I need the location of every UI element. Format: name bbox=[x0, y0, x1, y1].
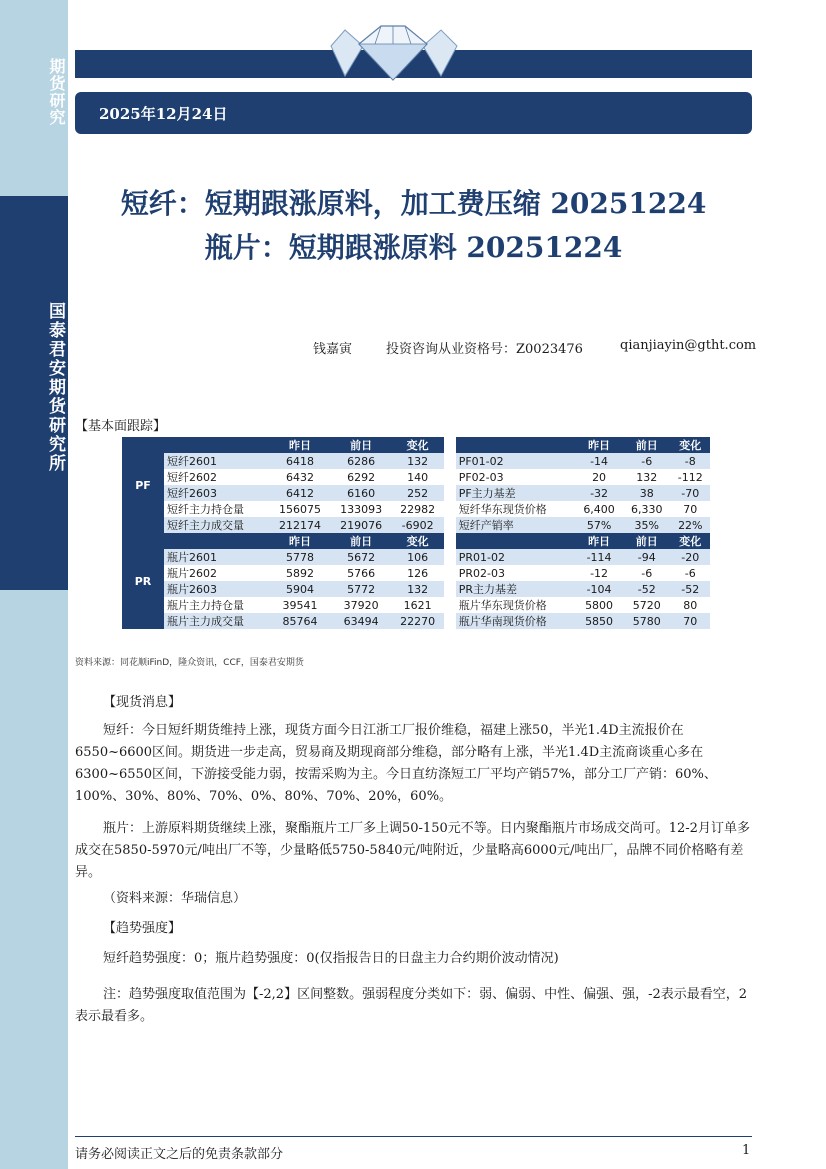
table-row bbox=[122, 485, 710, 501]
table-separator bbox=[444, 517, 456, 533]
table-header-cell: 前日 bbox=[623, 533, 671, 549]
table-cell: 22270 bbox=[392, 613, 444, 629]
table-cell: 6418 bbox=[270, 453, 331, 469]
table-cell: -52 bbox=[671, 581, 710, 597]
table-cell: 6432 bbox=[270, 469, 331, 485]
table-separator bbox=[444, 565, 456, 581]
author-email: qianjiayin@gtht.com bbox=[620, 338, 757, 353]
table-cell: 瓶片华东现货价格 bbox=[456, 597, 576, 613]
table-cell: 5778 bbox=[270, 549, 331, 565]
table-cell: 57% bbox=[575, 517, 623, 533]
table-cell: -104 bbox=[575, 581, 623, 597]
table-separator bbox=[444, 469, 456, 485]
table-separator bbox=[444, 597, 456, 613]
table-header-cell: 前日 bbox=[623, 437, 671, 453]
table-header-cell: 昨日 bbox=[575, 533, 623, 549]
table-cell: 瓶片2602 bbox=[164, 565, 270, 581]
table-cell: 6160 bbox=[331, 485, 392, 501]
table-cell: 252 bbox=[392, 485, 444, 501]
table-cell: PR主力基差 bbox=[456, 581, 576, 597]
table-separator bbox=[444, 485, 456, 501]
table-cell: 6412 bbox=[270, 485, 331, 501]
table-cell: PR01-02 bbox=[456, 549, 576, 565]
table-header-row bbox=[122, 437, 710, 453]
table-cell: 126 bbox=[392, 565, 444, 581]
author-qualification: 投资咨询从业资格号：Z0023476 bbox=[386, 342, 583, 357]
table-header-cell: 变化 bbox=[671, 437, 710, 453]
table-header-cell: 前日 bbox=[331, 533, 392, 549]
table-cell: 瓶片主力持仓量 bbox=[164, 597, 270, 613]
date-banner bbox=[75, 92, 752, 134]
table-row bbox=[122, 453, 710, 469]
table-cell: 6292 bbox=[331, 469, 392, 485]
news-pr-paragraph: 瓶片：上游原料期货继续上涨，聚酯瓶片工厂多上调50-150元不等。日内聚酯瓶片市场成交尚可。12-2月订单多成交在5850-5970元/吨出厂不等，少量略低5750-5840元/吨附近，少量略高6000元/吨出厂，品牌不同价格略有差异。 bbox=[75, 821, 750, 880]
table-cell: 5772 bbox=[331, 581, 392, 597]
table-cell: 35% bbox=[623, 517, 671, 533]
table-source: 资料来源：同花顺iFinD，隆众资讯，CCF，国泰君安期货 bbox=[75, 658, 304, 668]
table-cell: -14 bbox=[575, 453, 623, 469]
table-header-cell bbox=[164, 437, 270, 453]
table-cell: 瓶片主力成交量 bbox=[164, 613, 270, 629]
table-cell: -112 bbox=[671, 469, 710, 485]
sidebar-bottom-band bbox=[0, 590, 68, 1169]
table-cell: 70 bbox=[671, 613, 710, 629]
sidebar bbox=[0, 0, 68, 1169]
table-header-cell: 变化 bbox=[671, 533, 710, 549]
table-cell: 6286 bbox=[331, 453, 392, 469]
table-cell: 22982 bbox=[392, 501, 444, 517]
table-cell: 133093 bbox=[331, 501, 392, 517]
table-cell: PF主力基差 bbox=[456, 485, 576, 501]
table-cell: 5766 bbox=[331, 565, 392, 581]
table-cell: 80 bbox=[671, 597, 710, 613]
table-cell: 63494 bbox=[331, 613, 392, 629]
table-header-cell: 昨日 bbox=[270, 533, 331, 549]
table-cell: PF02-03 bbox=[456, 469, 576, 485]
table-cell: -6 bbox=[671, 565, 710, 581]
table-cell: 5850 bbox=[575, 613, 623, 629]
table-header-row bbox=[122, 533, 710, 549]
table-cell: -52 bbox=[623, 581, 671, 597]
news-pf-paragraph: 短纤：今日短纤期货维持上涨，现货方面今日江浙工厂报价维稳，福建上涨50，半光1.4D主流报价在6550~6600区间。期货进一步走高，贸易商及期现商部分维稳，部分略有上涨，半光1.4D主流商谈重心多在6300~6550区间，下游接受能力弱，按需采购为主。今日直纺涤短工厂平均产销57%，部分工厂产销：60%、100%、30%、80%、70%、0%、80%、70%、20%，60%。 bbox=[75, 723, 717, 804]
table-cell: 212174 bbox=[270, 517, 331, 533]
table-row bbox=[122, 613, 710, 629]
report-date: 2025年12月24日 bbox=[99, 105, 228, 123]
table-cell: PR02-03 bbox=[456, 565, 576, 581]
table-row bbox=[122, 501, 710, 517]
table-header-cell bbox=[456, 533, 576, 549]
table-cell: -70 bbox=[671, 485, 710, 501]
table-header-cell bbox=[164, 533, 270, 549]
table-group-label: PR bbox=[122, 533, 164, 629]
table-cell: 22% bbox=[671, 517, 710, 533]
table-cell: 39541 bbox=[270, 597, 331, 613]
table-cell: 短纤2603 bbox=[164, 485, 270, 501]
table-cell: 106 bbox=[392, 549, 444, 565]
table-separator bbox=[444, 613, 456, 629]
table-header-cell: 昨日 bbox=[575, 437, 623, 453]
trend-note: 注：趋势强度取值范围为【-2,2】区间整数。强弱程度分类如下：弱、偏弱、中性、偏强、强，-2表示最看空，2表示最看多。 bbox=[75, 987, 748, 1024]
table-cell: -32 bbox=[575, 485, 623, 501]
table-cell: -114 bbox=[575, 549, 623, 565]
table-cell: 瓶片2603 bbox=[164, 581, 270, 597]
table-separator bbox=[444, 437, 456, 453]
table-cell: 140 bbox=[392, 469, 444, 485]
table-cell: 短纤主力持仓量 bbox=[164, 501, 270, 517]
table-separator bbox=[444, 501, 456, 517]
table-cell: 5800 bbox=[575, 597, 623, 613]
table-cell: -6 bbox=[623, 453, 671, 469]
trend-text: 短纤趋势强度：0；瓶片趋势强度：0(仅指报告日的日盘主力合约期价波动情况) bbox=[103, 951, 559, 966]
table-cell: -12 bbox=[575, 565, 623, 581]
fundamentals-table bbox=[122, 437, 710, 629]
footer-divider bbox=[75, 1136, 752, 1137]
table-header-cell: 昨日 bbox=[270, 437, 331, 453]
table-cell: 短纤产销率 bbox=[456, 517, 576, 533]
table-row bbox=[122, 581, 710, 597]
table-cell: 短纤主力成交量 bbox=[164, 517, 270, 533]
table-header-cell bbox=[456, 437, 576, 453]
table-section-label: 【基本面跟踪】 bbox=[75, 419, 167, 434]
table-cell: 5672 bbox=[331, 549, 392, 565]
table-cell: -94 bbox=[623, 549, 671, 565]
table-header-cell: 变化 bbox=[392, 437, 444, 453]
report-title-line2: 瓶片：短期跟涨原料 20251224 bbox=[204, 231, 623, 264]
table-cell: 85764 bbox=[270, 613, 331, 629]
table-row bbox=[122, 469, 710, 485]
table-header-cell: 变化 bbox=[392, 533, 444, 549]
sidebar-middle-text: 国泰君安期货研究所 bbox=[45, 302, 65, 473]
table-row bbox=[122, 565, 710, 581]
table-cell: 38 bbox=[623, 485, 671, 501]
diamond-logo-icon bbox=[323, 22, 463, 84]
table-cell: 瓶片华南现货价格 bbox=[456, 613, 576, 629]
table-cell: 37920 bbox=[331, 597, 392, 613]
table-cell: 20 bbox=[575, 469, 623, 485]
table-separator bbox=[444, 533, 456, 549]
table-cell: -20 bbox=[671, 549, 710, 565]
sidebar-top-text: 期货研究 bbox=[47, 58, 66, 126]
table-cell: 1621 bbox=[392, 597, 444, 613]
table-cell: PF01-02 bbox=[456, 453, 576, 469]
table-cell: 132 bbox=[623, 469, 671, 485]
table-row bbox=[122, 549, 710, 565]
news-source: （资料来源：华瑞信息） bbox=[103, 891, 247, 906]
table-cell: 瓶片2601 bbox=[164, 549, 270, 565]
table-row bbox=[122, 597, 710, 613]
report-title-line1: 短纤：短期跟涨原料，加工费压缩 20251224 bbox=[120, 187, 707, 220]
trend-section-label: 【趋势强度】 bbox=[103, 921, 182, 936]
table-header-cell: 前日 bbox=[331, 437, 392, 453]
table-cell: 5892 bbox=[270, 565, 331, 581]
footer-disclaimer: 请务必阅读正文之后的免责条款部分 bbox=[75, 1147, 284, 1162]
table-cell: -6 bbox=[623, 565, 671, 581]
news-section-label: 【现货消息】 bbox=[103, 695, 182, 710]
author-name: 钱嘉寅 bbox=[313, 342, 353, 357]
table-cell: 短纤2601 bbox=[164, 453, 270, 469]
table-cell: 5780 bbox=[623, 613, 671, 629]
table-cell: 5720 bbox=[623, 597, 671, 613]
table-cell: 5904 bbox=[270, 581, 331, 597]
table-cell: 短纤2602 bbox=[164, 469, 270, 485]
table-cell: 70 bbox=[671, 501, 710, 517]
table-row bbox=[122, 517, 710, 533]
table-cell: 156075 bbox=[270, 501, 331, 517]
table-cell: 6,330 bbox=[623, 501, 671, 517]
table-cell: 短纤华东现货价格 bbox=[456, 501, 576, 517]
table-separator bbox=[444, 581, 456, 597]
table-cell: 132 bbox=[392, 453, 444, 469]
table-cell: 6,400 bbox=[575, 501, 623, 517]
table-cell: -8 bbox=[671, 453, 710, 469]
table-cell: 219076 bbox=[331, 517, 392, 533]
table-cell: 132 bbox=[392, 581, 444, 597]
table-group-label: PF bbox=[122, 437, 164, 533]
table-separator bbox=[444, 549, 456, 565]
page-number: 1 bbox=[742, 1143, 751, 1158]
table-separator bbox=[444, 453, 456, 469]
table-cell: -6902 bbox=[392, 517, 444, 533]
